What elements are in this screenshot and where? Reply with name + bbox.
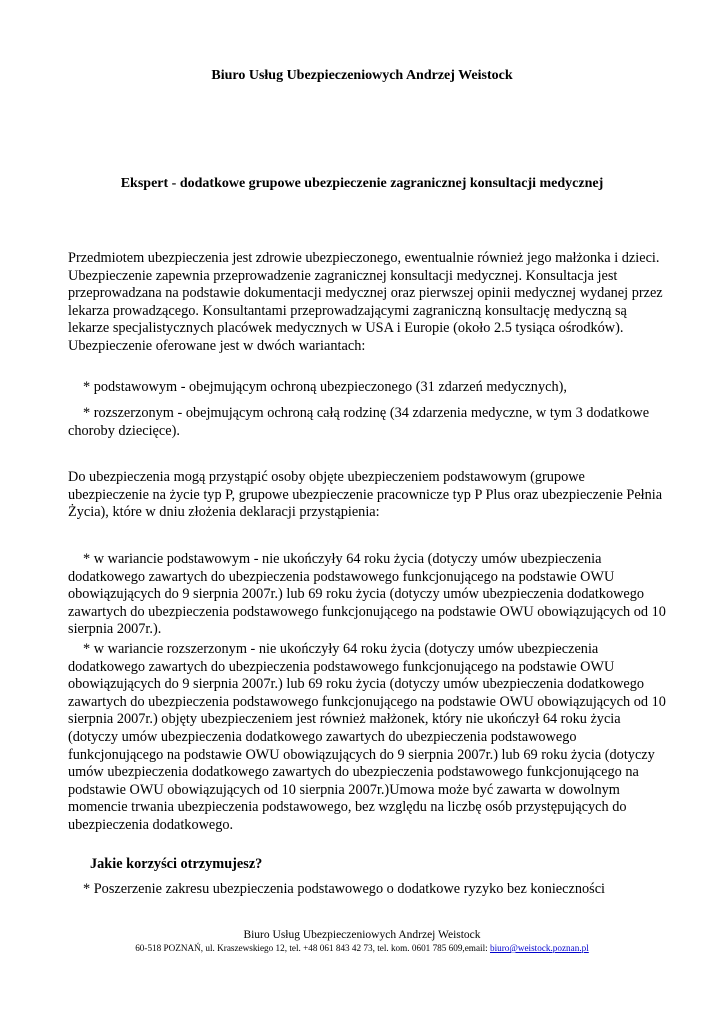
variant-basic-item: * podstawowym - obejmującym ochroną ubezpieczonego (31 zdarzeń medycznych), — [83, 379, 567, 395]
page-footer — [0, 928, 724, 954]
footer-contact — [0, 942, 724, 954]
footer-address: 60-518 POZNAŃ, ul. Kraszewskiego 12, tel. +48 061 843 42 73, tel. kom. 0601 785 609,email: — [135, 943, 490, 953]
benefits-heading: Jakie korzyści otrzymujesz? — [90, 856, 263, 872]
variant-extended-item: * rozszerzonym - obejmującym ochroną całą rodzinę (34 zdarzenia medyczne, w tym 3 dodatkowe choroby dziecięce). — [68, 405, 650, 439]
benefit-item: * Poszerzenie zakresu ubezpieczenia podstawowego o dodatkowe ryzyko bez konieczności — [83, 881, 606, 897]
document-title: Ekspert - dodatkowe grupowe ubezpieczenie zagranicznej konsultacji medycznej — [120, 176, 604, 191]
footer-company: Biuro Usług Ubezpieczeniowych Andrzej Weistock — [243, 929, 481, 941]
age-condition-basic: * w wariancie podstawowym - nie ukończyły 64 roku życia (dotyczy umów ubezpieczenia dodatkowego zawartych do ubezpieczenia podstawowego funkcjonującego na podstawie OWU obowiązujących do 9 sierpnia 2007r.) lub 69 roku życia (dotyczy umów ubezpieczenia dodatkowego zawartych do ubezpieczenia podstawowego funkcjonującego na podstawie OWU obowiązujących od 10 sierpnia 2007r.). — [68, 551, 666, 638]
page-header: Biuro Usług Ubezpieczeniowych Andrzej Weistock — [211, 68, 513, 83]
age-condition-extended: * w wariancie rozszerzonym - nie ukończyły 64 roku życia (dotyczy umów ubezpieczenia dodatkowego zawartych do ubezpieczenia podstawowego funkcjonującego na podstawie OWU obowiązujących do 9 sierpnia 2007r.) lub 69 roku życia (dotyczy umów ubezpieczenia dodatkowego zawartych do ubezpieczenia podstawowego funkcjonującego na podstawie OWU obowiązujących od 10 sierpnia 2007r.) objęty ubezpieczeniem jest również małżonek, który nie ukończył 64 roku życia (dotyczy umów ubezpieczenia dodatkowego zawartych do ubezpieczenia podstawowego funkcjonującego na podstawie OWU obowiązujących do 9 sierpnia 2007r.) lub 69 roku życia (dotyczy umów ubezpieczenia dodatkowego zawartych do ubezpieczenia podstawowego funkcjonującego na podstawie OWU obowiązujących od 10 sierpnia 2007r.)Umowa może być zawarta w dowolnym momencie trwania ubezpieczenia podstawowego, bez względu na liczbę osób przystępujących do ubezpieczenia dodatkowego. — [68, 641, 666, 833]
intro-paragraph: Przedmiotem ubezpieczenia jest zdrowie ubezpieczonego, ewentualnie również jego małżonka i dzieci. Ubezpieczenie zapewnia przeprowadzenie zagranicznej konsultacji medycznej. Konsultacja jest przeprowadzana na podstawie dokumentacji medycznej oraz pierwszej opinii medycznej wydanej przez lekarza prowadzącego. Konsultantami przeprowadzającymi zagraniczną konsultację medyczną są lekarze specjalistycznych placówek medycznych w USA i Europie (około 2.5 tysiąca ośrodków). Ubezpieczenie oferowane jest w dwóch wariantach: — [68, 250, 663, 354]
footer-email-link[interactable]: biuro@weistock.poznan.pl — [489, 943, 589, 953]
eligibility-paragraph: Do ubezpieczenia mogą przystąpić osoby objęte ubezpieczeniem podstawowym (grupowe ubezpieczenie na życie typ P, grupowe ubezpieczenie pracownicze typ P Plus oraz ubezpieczenie Pełnia Życia), które w dniu złożenia deklaracji przystąpienia: — [68, 469, 663, 521]
